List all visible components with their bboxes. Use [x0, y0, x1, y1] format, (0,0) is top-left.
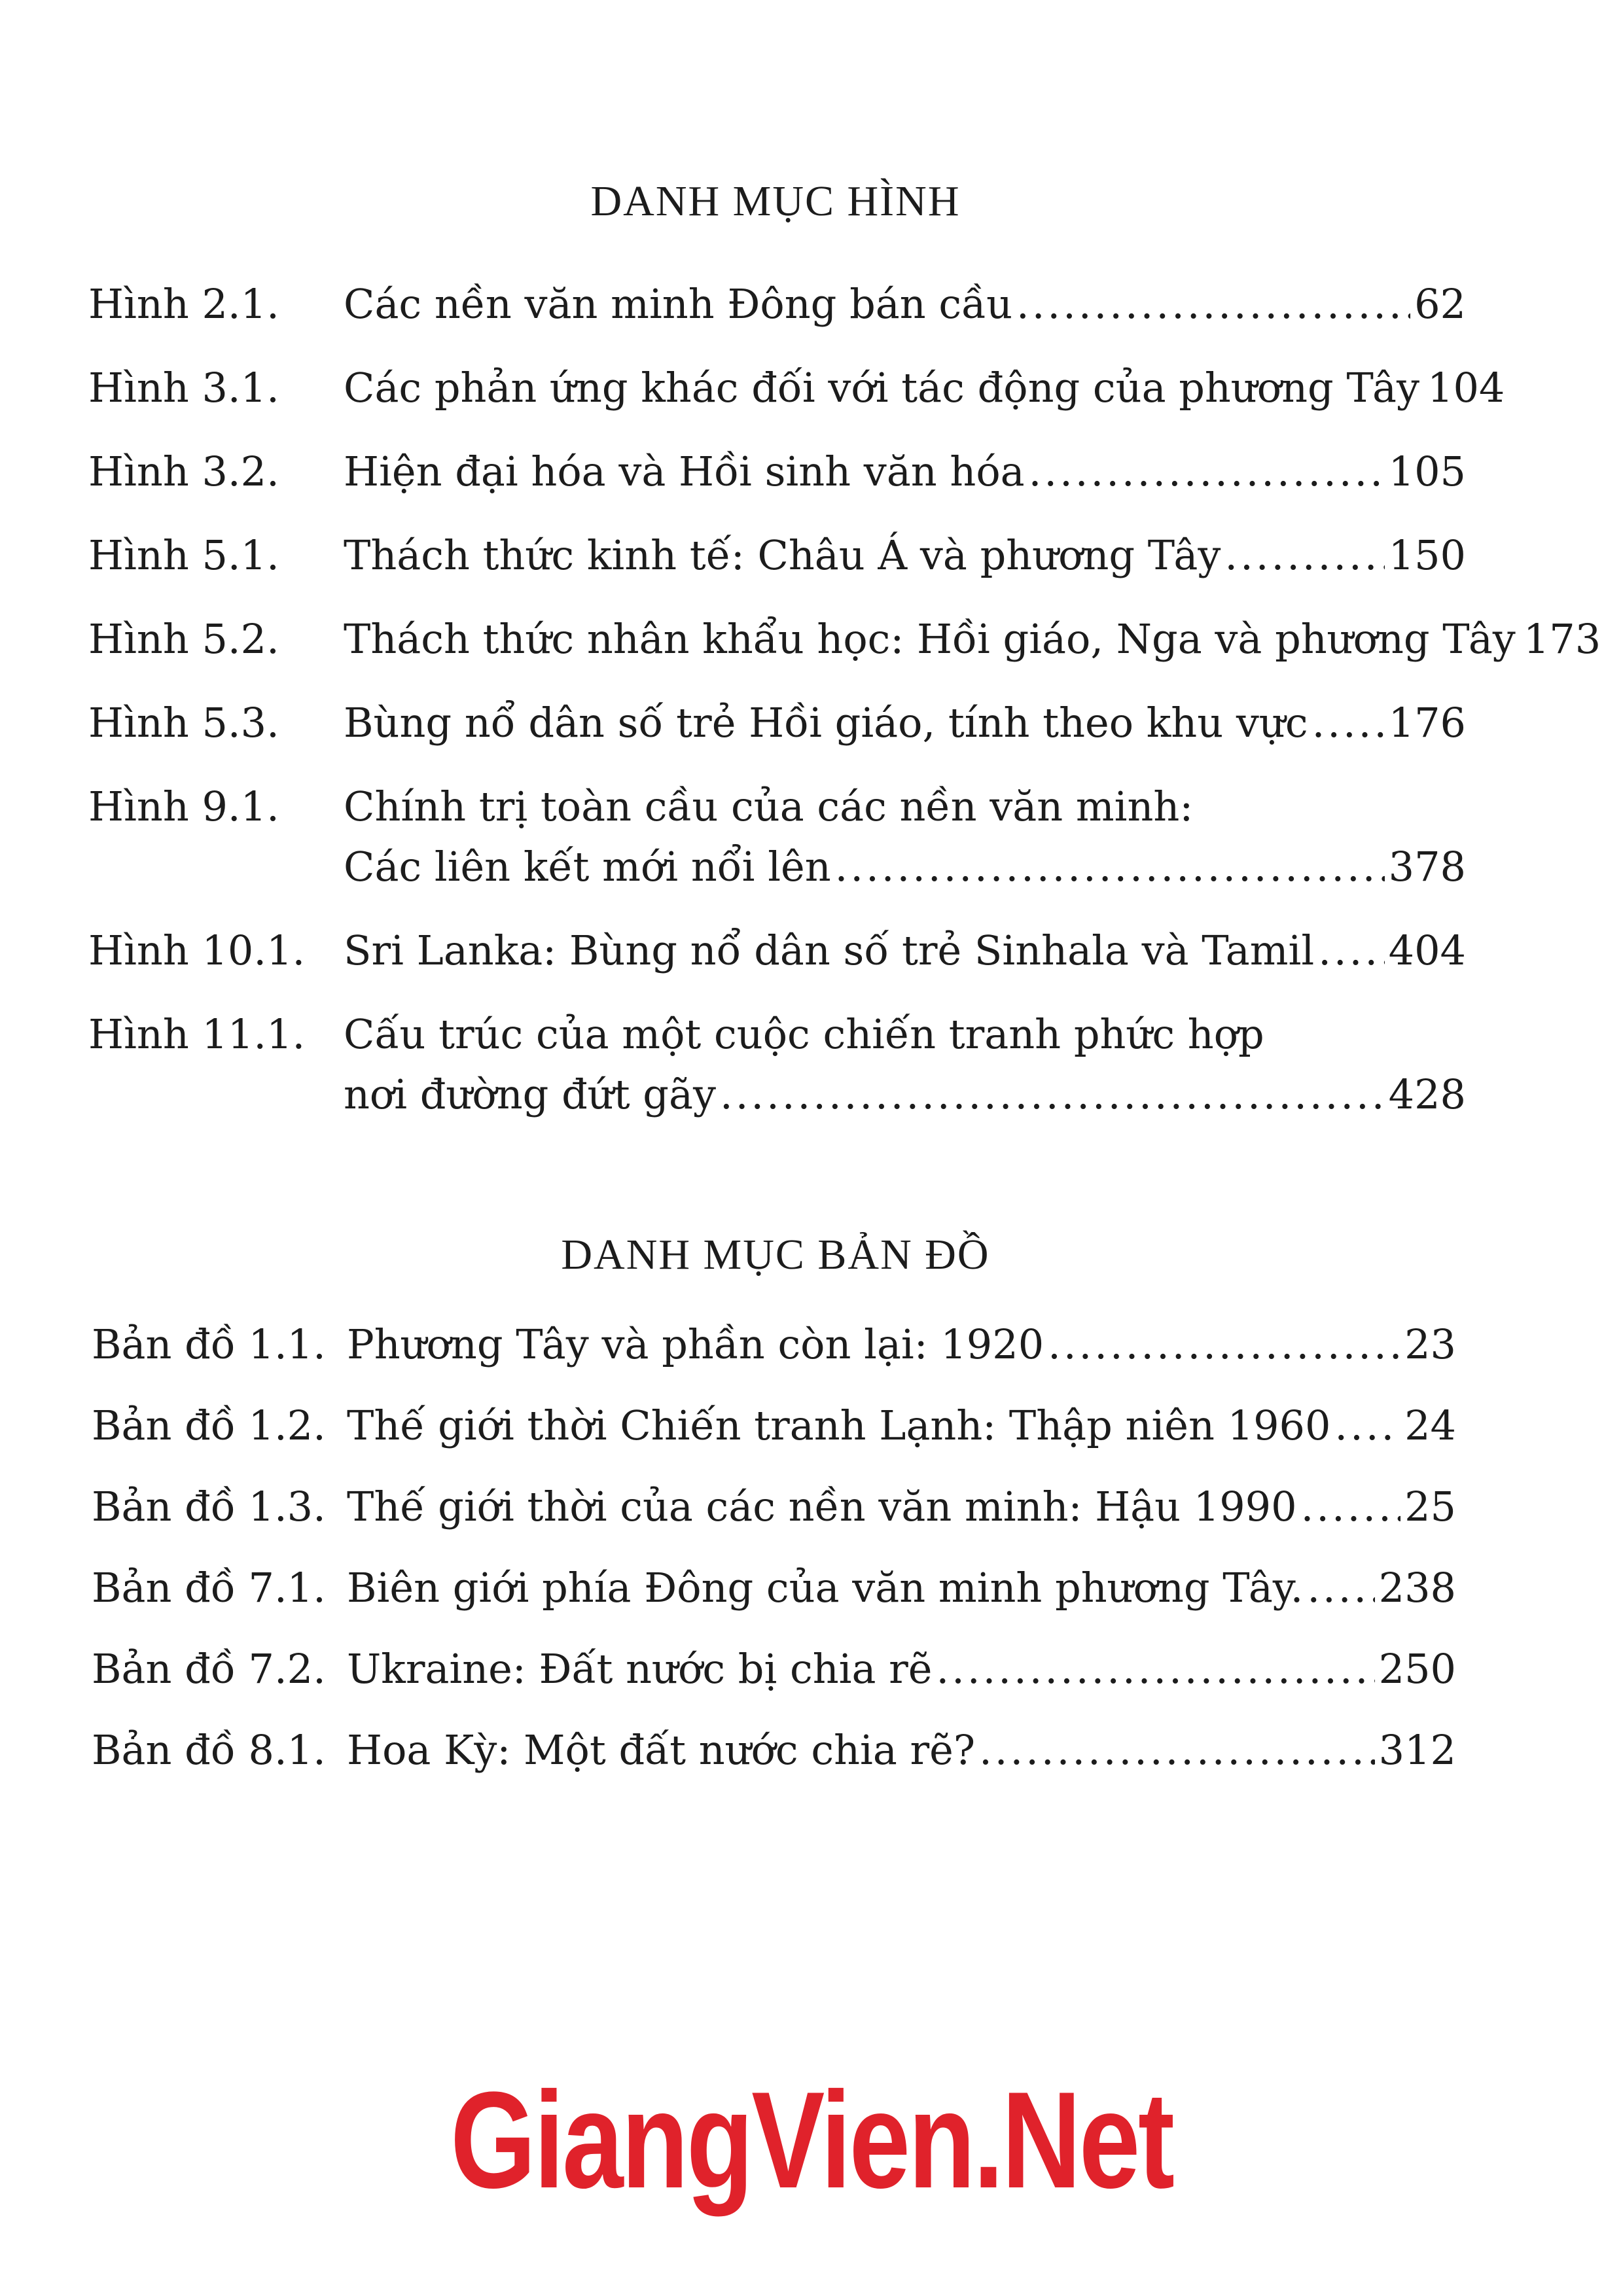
entry-title: Thách thức nhân khẩu học: Hồi giáo, Nga và phương Tây: [344, 615, 1516, 663]
maps-section-title: DANH MỤC BẢN ĐỒ: [561, 1231, 990, 1279]
entry-title: Các phản ứng khác đối với tác động của phương Tây: [344, 364, 1419, 412]
entry-label: Bản đồ 1.2.: [92, 1402, 326, 1449]
page-number: 404: [1388, 927, 1466, 974]
entry-title: Thế giới thời của các nền văn minh: Hậu 1990: [347, 1483, 1297, 1530]
entry-label: Hình 2.1.: [88, 280, 279, 328]
entry-label: Hình 9.1.: [88, 783, 279, 830]
entry-title: Cấu trúc của một cuộc chiến tranh phức hợp: [344, 1010, 1264, 1058]
entry-label: Hình 11.1.: [88, 1010, 306, 1058]
toc-entry: [92, 1559, 1456, 1617]
toc-entry: [88, 359, 1505, 417]
dot-leader: [1301, 1477, 1401, 1536]
entry-label: Bản đồ 1.1.: [92, 1320, 326, 1368]
entry-label: Bản đồ 8.1.: [92, 1726, 326, 1774]
toc-entry: [92, 1315, 1456, 1374]
toc-entry: [88, 526, 1466, 585]
page-number: 250: [1378, 1645, 1456, 1693]
entry-title: Hiện đại hóa và Hồi sinh văn hóa: [344, 448, 1025, 495]
entry-title: Ukraine: Đất nước bị chia rẽ: [347, 1645, 933, 1693]
watermark-logo: GiangVien.Net: [450, 2063, 1173, 2217]
entry-title: Hoa Kỳ: Một đất nước chia rẽ?: [347, 1726, 976, 1774]
page-number: 25: [1404, 1483, 1456, 1530]
entry-label: Hình 10.1.: [88, 927, 306, 974]
entry-title: Biên giới phía Đông của văn minh phương Tây.: [347, 1564, 1304, 1612]
page-number: 176: [1388, 699, 1466, 747]
toc-entry: [92, 1640, 1456, 1699]
entry-title: Các liên kết mới nổi lên: [344, 843, 831, 891]
toc-entry: [88, 921, 1466, 980]
dot-leader: [1318, 921, 1384, 980]
dot-leader: [1048, 1315, 1400, 1374]
dot-leader: [720, 1065, 1385, 1124]
dot-leader: [1307, 1559, 1374, 1617]
page-number: 105: [1388, 448, 1466, 495]
entry-label: Bản đồ 7.2.: [92, 1645, 326, 1693]
page-number: 23: [1404, 1320, 1456, 1368]
entry-label: Hình 5.1.: [88, 531, 279, 579]
dot-leader: [936, 1640, 1374, 1699]
entry-title: Phương Tây và phần còn lại: 1920: [347, 1320, 1044, 1368]
dot-leader: [1029, 442, 1385, 501]
dot-leader: [1312, 694, 1385, 752]
page-number: 62: [1414, 280, 1466, 328]
toc-entry: [88, 694, 1466, 752]
page-number: 312: [1378, 1726, 1456, 1774]
page-number: 378: [1388, 843, 1466, 891]
toc-entry: [88, 275, 1466, 334]
page-number: 428: [1388, 1070, 1466, 1118]
dot-leader: [1224, 526, 1384, 585]
page-number: 104: [1427, 364, 1505, 412]
toc-entry: [88, 777, 1466, 891]
entry-label: Hình 3.1.: [88, 364, 279, 412]
page-number: 173: [1523, 615, 1601, 663]
dot-leader: [835, 838, 1385, 896]
dot-leader: [1334, 1396, 1400, 1455]
toc-entry: [92, 1477, 1456, 1536]
entry-title: Bùng nổ dân số trẻ Hồi giáo, tính theo khu vực: [344, 699, 1308, 747]
dot-leader: [979, 1721, 1375, 1780]
entry-title: nơi đường đứt gãy: [344, 1070, 716, 1118]
page-number: 238: [1378, 1564, 1456, 1612]
toc-entry: [88, 610, 1601, 669]
entry-title: Thách thức kinh tế: Châu Á và phương Tây: [344, 531, 1221, 579]
entry-label: Bản đồ 7.1.: [92, 1564, 326, 1612]
page-number: 24: [1404, 1402, 1456, 1449]
figures-section-title: DANH MỤC HÌNH: [590, 177, 961, 225]
entry-title: Sri Lanka: Bùng nổ dân số trẻ Sinhala và Tamil: [344, 927, 1315, 974]
entry-title: Thế giới thời Chiến tranh Lạnh: Thập niên 1960: [347, 1402, 1331, 1449]
entry-label: Hình 3.2.: [88, 448, 279, 495]
toc-entry: [88, 442, 1466, 501]
dot-leader: [1016, 275, 1410, 334]
entry-label: Hình 5.3.: [88, 699, 279, 747]
toc-entry: [92, 1721, 1456, 1780]
entry-label: Hình 5.2.: [88, 615, 279, 663]
entry-title: Chính trị toàn cầu của các nền văn minh:: [344, 783, 1194, 830]
page-number: 150: [1388, 531, 1466, 579]
toc-entry: [88, 1005, 1466, 1118]
entry-title: Các nền văn minh Đông bán cầu: [344, 280, 1013, 328]
entry-label: Bản đồ 1.3.: [92, 1483, 326, 1530]
toc-entry: [92, 1396, 1456, 1455]
